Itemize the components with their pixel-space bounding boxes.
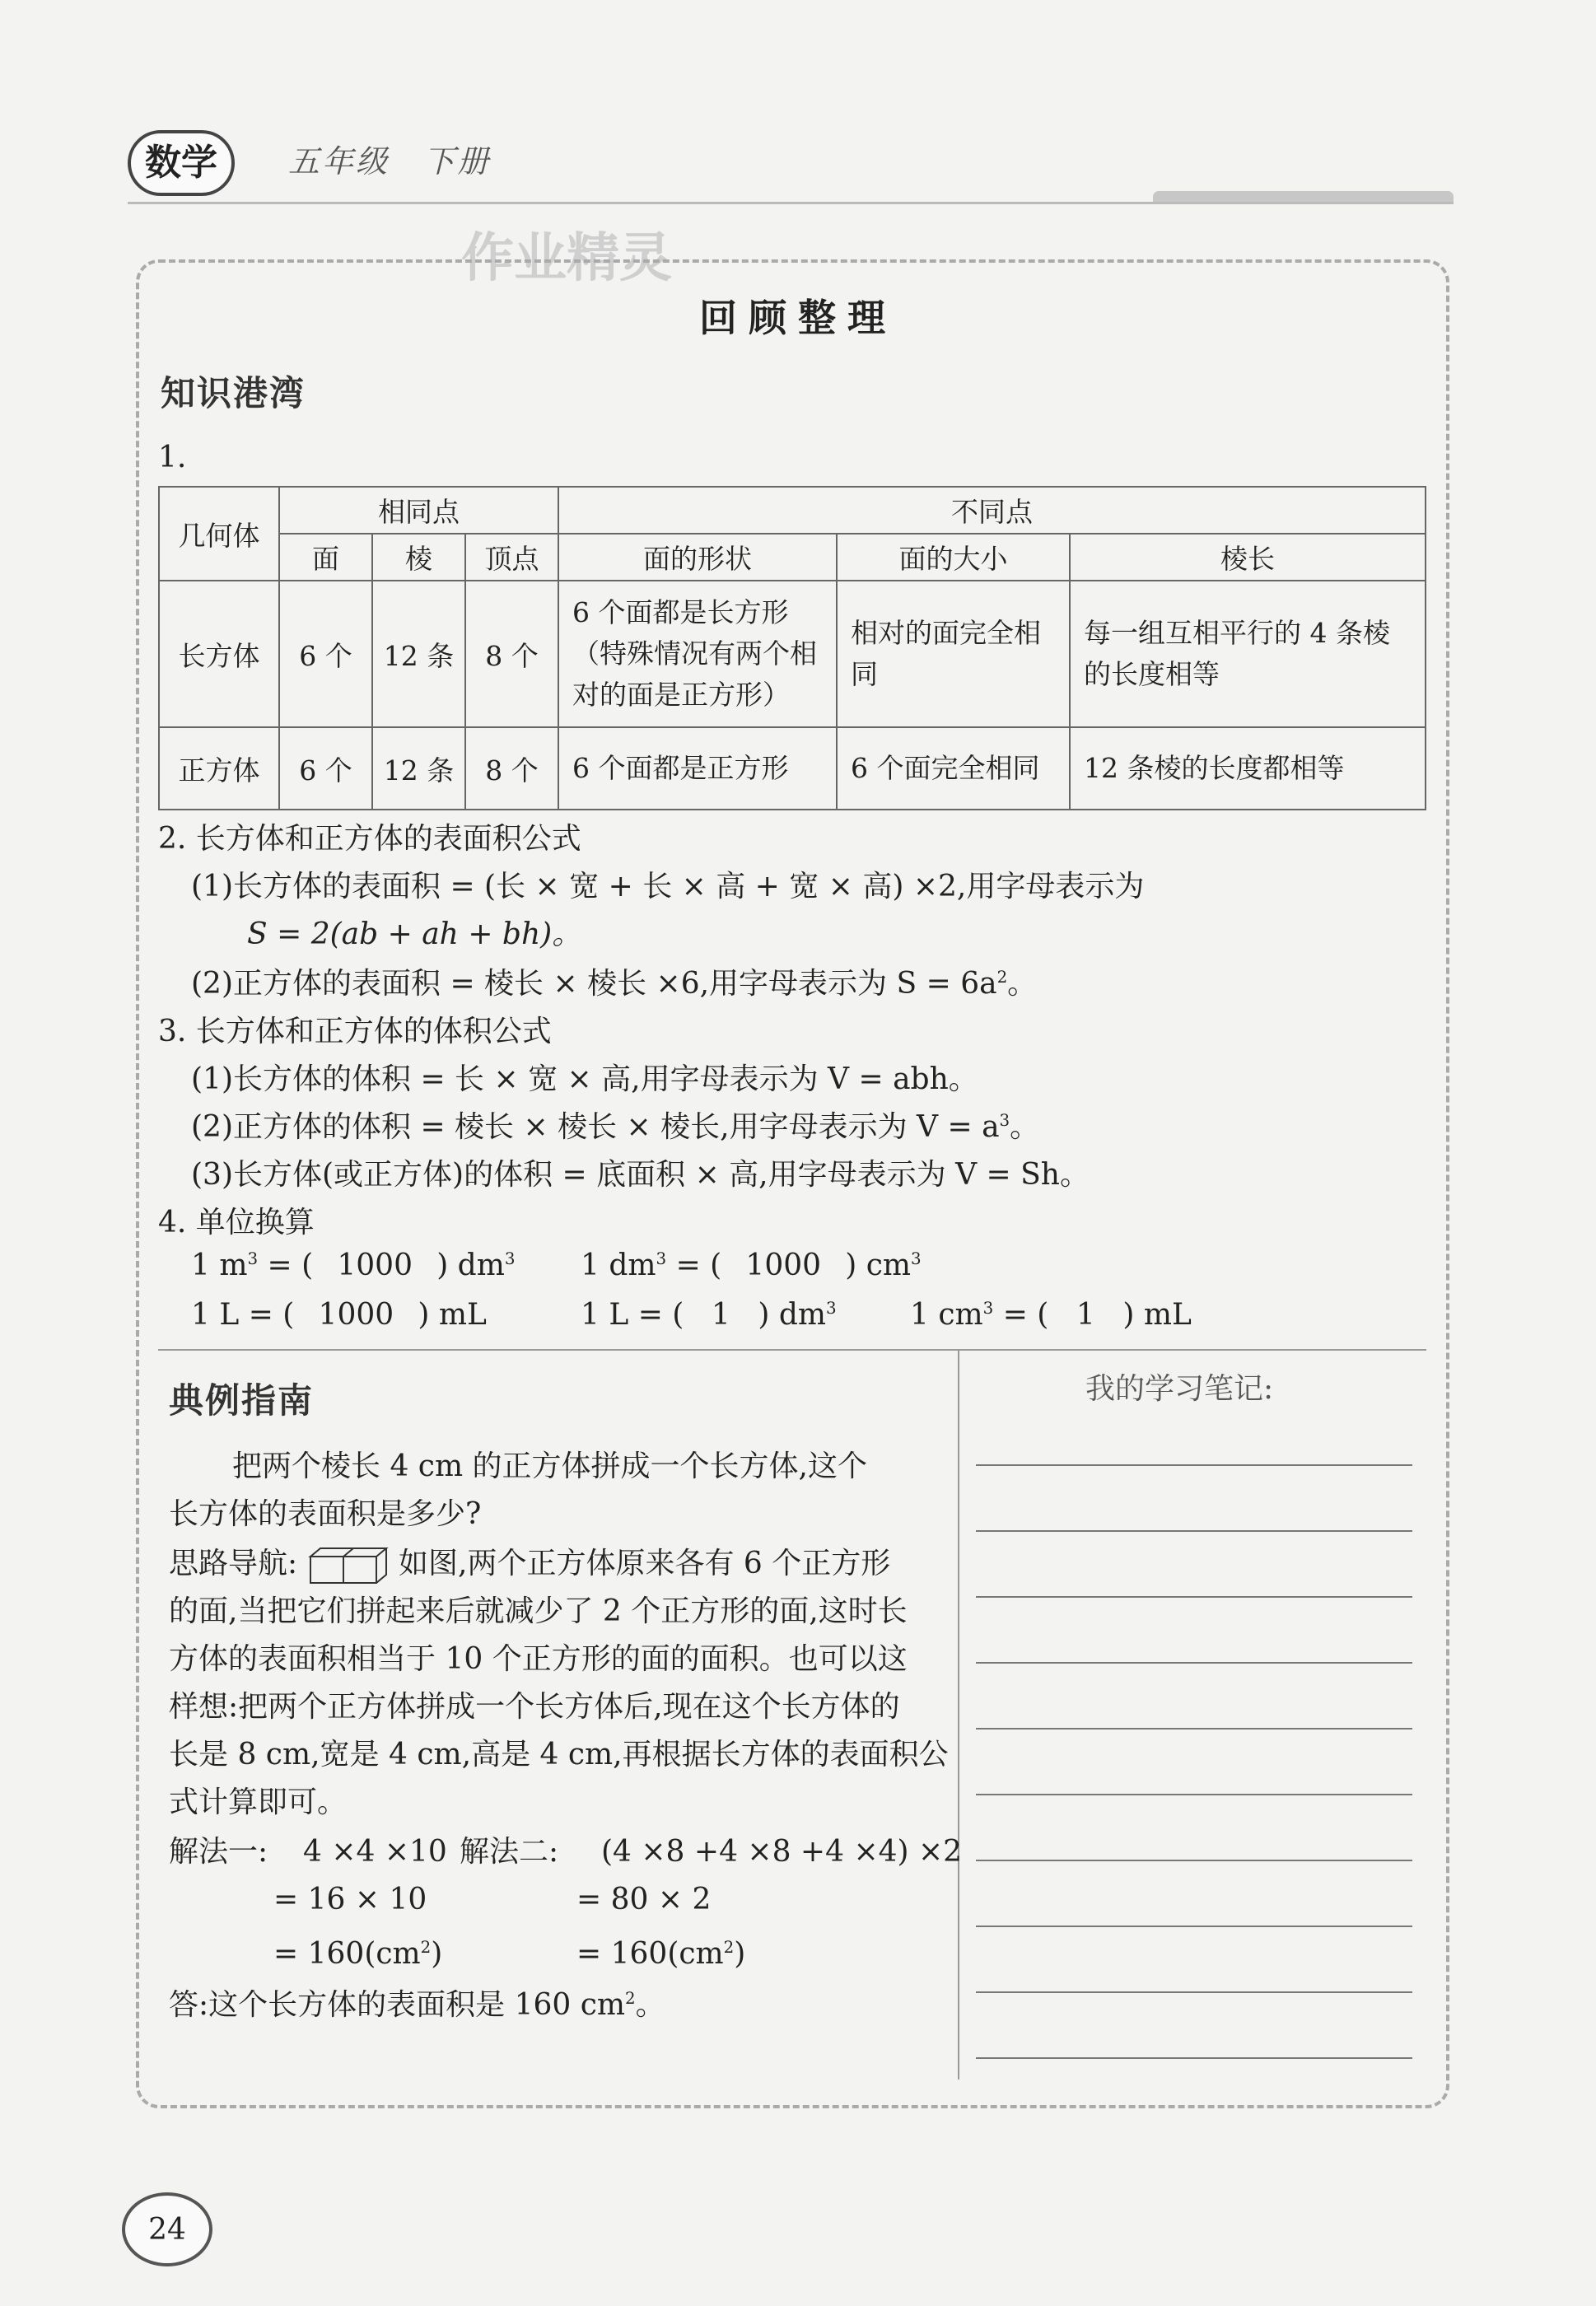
solution-2-step-3: = $160(cm^2)$ — [576, 1937, 746, 1971]
solution-1-step-3: = $160(cm^2)$ — [273, 1937, 443, 1971]
note-line — [976, 1991, 1412, 1993]
conversion-l-dm3: 1 L = ( 1 ) $dm^3$ — [581, 1298, 837, 1332]
item-3-a: (1)长方体的体积 = 长 × 宽 × 高,用字母表示为 V = abh。 — [191, 1062, 978, 1096]
th-shape: 几何体 — [159, 487, 279, 581]
conversion-m3-dm3: 1 $m^3$ = ( 1000 ) $dm^3$ — [191, 1249, 516, 1282]
hint-text-1: 如图,两个正方体原来各有 6 个正方形 — [399, 1547, 891, 1580]
th-face: 面 — [279, 534, 372, 581]
hint-label: 思路导航: — [169, 1547, 298, 1580]
table-row — [159, 727, 1426, 810]
th-edge-length: 棱长 — [1070, 534, 1426, 581]
item-3-title: 3. 长方体和正方体的体积公式 — [158, 1015, 552, 1048]
page-number: 24 — [122, 2192, 212, 2266]
cell-name: 长方体 — [159, 581, 279, 727]
item-1-number: 1. — [158, 441, 187, 474]
cell-size: 相对的面完全相同 — [837, 581, 1070, 727]
note-line — [976, 2057, 1412, 2059]
subject-logo: 数学 — [128, 130, 235, 196]
answer: 答:这个长方体的表面积是 160 $cm^2$。 — [169, 1988, 665, 2022]
problem-line-2: 长方体的表面积是多少? — [169, 1497, 482, 1531]
comparison-table — [158, 486, 1426, 810]
hint-line-2: 的面,当把它们拼起来后就减少了 2 个正方形的面,这时长 — [169, 1594, 908, 1628]
solution-1-step-2: = 16 × 10 — [273, 1883, 427, 1916]
item-4-title: 4. 单位换算 — [158, 1206, 315, 1239]
th-diff: 不同点 — [558, 487, 1426, 534]
conversion-cm3-ml: 1 $cm^3$ = ( 1 ) mL — [910, 1298, 1192, 1332]
cell-face: 6 个 — [279, 727, 372, 810]
hint-line-1 — [169, 1540, 890, 1588]
cell-shape: 6 个面都是长方形（特殊情况有两个相对的面是正方形） — [558, 581, 837, 727]
section-title: 回顾整理 — [699, 296, 897, 340]
note-line — [976, 1728, 1412, 1730]
cell-face: 6 个 — [279, 581, 372, 727]
problem-line-1: 把两个棱长 4 cm 的正方体拼成一个长方体,这个 — [232, 1449, 867, 1483]
note-line — [976, 1926, 1412, 1927]
example-heading: 典例指南 — [169, 1380, 315, 1421]
conversion-dm3-cm3: 1 $dm^3$ = ( 1000 ) $cm^3$ — [581, 1249, 922, 1282]
cell-length: 每一组互相平行的 4 条棱的长度相等 — [1070, 581, 1426, 727]
solution-1-step-1: 4 ×4 ×10 — [303, 1835, 447, 1869]
watermark: 作业精灵 — [461, 228, 672, 289]
section-divider — [158, 1349, 1426, 1351]
cell-name: 正方体 — [159, 727, 279, 810]
th-same: 相同点 — [279, 487, 558, 534]
item-2-title: 2. 长方体和正方体的表面积公式 — [158, 822, 581, 856]
cell-shape: 6 个面都是正方形 — [558, 727, 837, 810]
item-2-b: (2)正方体的表面积 = 棱长 × 棱长 ×6,用字母表示为 $S = 6a^2$。 — [191, 967, 1038, 1001]
hint-line-5: 长是 8 cm,宽是 4 cm,高是 4 cm,再根据长方体的表面积公 — [169, 1738, 949, 1772]
th-edge: 棱 — [372, 534, 465, 581]
knowledge-heading: 知识港湾 — [161, 373, 306, 413]
item-3-b: (2)正方体的体积 = 棱长 × 棱长 × 棱长,用字母表示为 $V = a^3$。 — [191, 1110, 1040, 1144]
note-line — [976, 1860, 1412, 1861]
cell-vertex: 8 个 — [465, 727, 558, 810]
hint-line-4: 样想:把两个正方体拼成一个长方体后,现在这个长方体的 — [169, 1690, 900, 1724]
table-row — [159, 581, 1426, 727]
note-line — [976, 1794, 1412, 1795]
grade-label: 五年级 下册 — [288, 143, 492, 180]
solution-2-step-2: = 80 × 2 — [576, 1883, 712, 1916]
header-decor-bar — [1153, 191, 1454, 203]
hint-line-6: 式计算即可。 — [169, 1786, 348, 1819]
solution-2-label: 解法二: — [460, 1835, 559, 1869]
cell-size: 6 个面完全相同 — [837, 727, 1070, 810]
header-rule — [128, 202, 1454, 204]
cell-vertex: 8 个 — [465, 581, 558, 727]
cell-length: 12 条棱的长度都相等 — [1070, 727, 1426, 810]
note-line — [976, 1464, 1412, 1466]
item-3-c: (3)长方体(或正方体)的体积 = 底面积 × 高,用字母表示为 V = Sh。 — [191, 1158, 1090, 1192]
note-line — [976, 1596, 1412, 1598]
cell-edge: 12 条 — [372, 727, 465, 810]
th-face-shape: 面的形状 — [558, 534, 837, 581]
th-vertex: 顶点 — [465, 534, 558, 581]
item-2-a-formula: S = 2(ab + ah + bh)。 — [247, 917, 582, 951]
hint-line-3: 方体的表面积相当于 10 个正方形的面的面积。也可以这 — [169, 1642, 908, 1676]
item-2-a: (1)长方体的表面积 = (长 × 宽 + 长 × 高 + 宽 × 高) ×2,用字母表示为 — [191, 870, 1145, 903]
note-line — [976, 1530, 1412, 1532]
notes-divider — [958, 1351, 959, 2080]
solution-1-label: 解法一: — [169, 1835, 268, 1869]
two-cubes-icon — [307, 1545, 390, 1586]
notes-label: 我的学习笔记: — [1085, 1372, 1274, 1406]
conversion-l-ml: 1 L = ( 1000 ) mL — [191, 1298, 487, 1332]
note-line — [976, 1662, 1412, 1664]
th-face-size: 面的大小 — [837, 534, 1070, 581]
solution-2-step-1: (4 ×8 +4 ×8 +4 ×4) ×2 — [601, 1835, 963, 1869]
cell-edge: 12 条 — [372, 581, 465, 727]
